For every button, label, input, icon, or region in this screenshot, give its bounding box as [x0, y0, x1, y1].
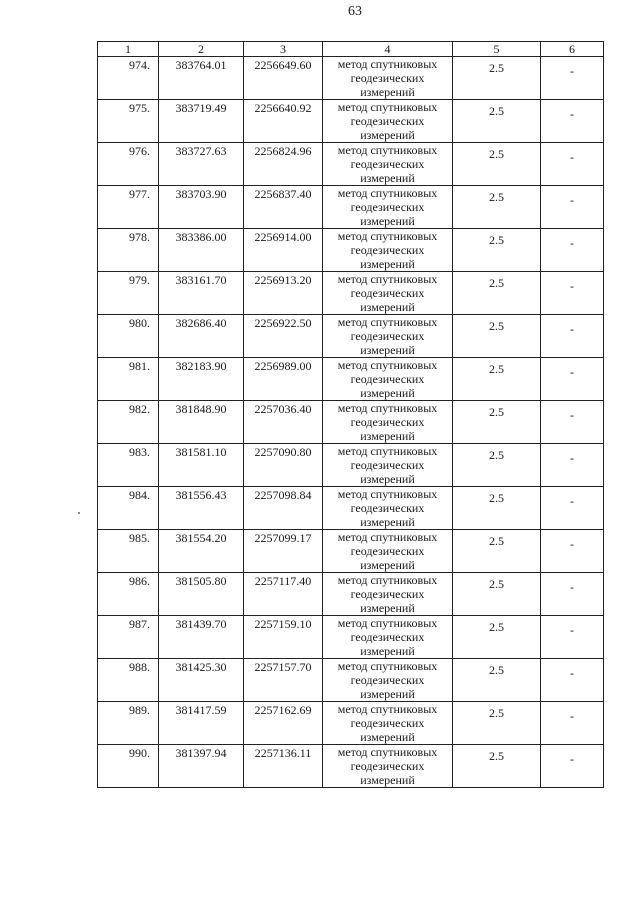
- point-number-cell-text: 981.: [129, 359, 150, 373]
- note-cell-text: -: [570, 150, 574, 164]
- x-coordinate-cell: [159, 659, 244, 702]
- method-cell: [323, 186, 453, 229]
- y-coordinate-cell-text: 2257157.70: [254, 660, 312, 674]
- x-coordinate-cell: [159, 702, 244, 745]
- note-cell-text: -: [570, 107, 574, 121]
- x-coordinate-cell: [159, 57, 244, 100]
- y-coordinate-cell: [244, 57, 323, 100]
- accuracy-cell-text: 2.5: [489, 61, 504, 75]
- point-number-cell-text: 974.: [129, 58, 150, 72]
- y-coordinate-cell: [244, 616, 323, 659]
- table-row: [98, 487, 604, 530]
- table-row: [98, 616, 604, 659]
- header-col-4: 4: [323, 42, 453, 57]
- y-coordinate-cell-text: 2256922.50: [254, 316, 312, 330]
- y-coordinate-cell: [244, 702, 323, 745]
- point-number-cell: [98, 659, 159, 702]
- table-row: [98, 358, 604, 401]
- note-cell-text: -: [570, 193, 574, 207]
- x-coordinate-cell: [159, 143, 244, 186]
- x-coordinate-cell: [159, 530, 244, 573]
- accuracy-cell: [453, 272, 541, 315]
- point-number-cell-text: 987.: [129, 617, 150, 631]
- table-body: [98, 57, 604, 788]
- accuracy-cell: [453, 358, 541, 401]
- y-coordinate-cell-text: 2256989.00: [254, 359, 312, 373]
- method-cell: [323, 702, 453, 745]
- header-col-1: 1: [98, 42, 159, 57]
- table-row: [98, 100, 604, 143]
- table-row: [98, 229, 604, 272]
- y-coordinate-cell-text: 2257099.17: [254, 531, 312, 545]
- table-row: [98, 444, 604, 487]
- point-number-cell: [98, 616, 159, 659]
- header-col-2: 2: [159, 42, 244, 57]
- x-coordinate-cell: [159, 229, 244, 272]
- x-coordinate-cell: [159, 315, 244, 358]
- accuracy-cell: [453, 229, 541, 272]
- point-number-cell: [98, 186, 159, 229]
- header-col-5: 5: [453, 42, 541, 57]
- x-coordinate-cell-text: 383719.49: [175, 101, 227, 115]
- point-number-cell-text: 983.: [129, 445, 150, 459]
- method-cell: [323, 315, 453, 358]
- point-number-cell: [98, 702, 159, 745]
- y-coordinate-cell: [244, 745, 323, 788]
- method-cell-text: метод спутниковых геодезических измерений: [337, 573, 438, 615]
- method-cell: [323, 401, 453, 444]
- point-number-cell: [98, 573, 159, 616]
- accuracy-cell-text: 2.5: [489, 190, 504, 204]
- y-coordinate-cell-text: 2256640.92: [254, 101, 312, 115]
- method-cell: [323, 573, 453, 616]
- note-cell: [541, 573, 604, 616]
- x-coordinate-cell: [159, 745, 244, 788]
- accuracy-cell: [453, 702, 541, 745]
- accuracy-cell: [453, 444, 541, 487]
- table-row: [98, 315, 604, 358]
- accuracy-cell-text: 2.5: [489, 448, 504, 462]
- note-cell: [541, 315, 604, 358]
- x-coordinate-cell-text: 381397.94: [175, 746, 227, 760]
- method-cell: [323, 745, 453, 788]
- y-coordinate-cell-text: 2257098.84: [254, 488, 312, 502]
- note-cell-text: -: [570, 709, 574, 723]
- accuracy-cell-text: 2.5: [489, 104, 504, 118]
- x-coordinate-cell-text: 383386.00: [175, 230, 227, 244]
- header-col-3: 3: [244, 42, 323, 57]
- method-cell-text: метод спутниковых геодезических измерений: [337, 616, 438, 658]
- y-coordinate-cell-text: 2256837.40: [254, 187, 312, 201]
- accuracy-cell-text: 2.5: [489, 276, 504, 290]
- x-coordinate-cell: [159, 444, 244, 487]
- x-coordinate-cell-text: 383764.01: [175, 58, 227, 72]
- x-coordinate-cell-text: 381848.90: [175, 402, 227, 416]
- table-row: [98, 745, 604, 788]
- note-cell: [541, 616, 604, 659]
- note-cell-text: -: [570, 494, 574, 508]
- method-cell-text: метод спутниковых геодезических измерений: [337, 745, 438, 787]
- note-cell: [541, 659, 604, 702]
- method-cell: [323, 143, 453, 186]
- point-number-cell-text: 988.: [129, 660, 150, 674]
- y-coordinate-cell: [244, 100, 323, 143]
- accuracy-cell-text: 2.5: [489, 620, 504, 634]
- accuracy-cell: [453, 745, 541, 788]
- y-coordinate-cell-text: 2257162.69: [254, 703, 312, 717]
- note-cell: [541, 358, 604, 401]
- header-row: [98, 42, 604, 57]
- y-coordinate-cell-text: 2257117.40: [254, 574, 312, 588]
- accuracy-cell-text: 2.5: [489, 534, 504, 548]
- method-cell: [323, 100, 453, 143]
- x-coordinate-cell: [159, 186, 244, 229]
- accuracy-cell-text: 2.5: [489, 749, 504, 763]
- note-cell-text: -: [570, 408, 574, 422]
- point-number-cell-text: 989.: [129, 703, 150, 717]
- method-cell-text: метод спутниковых геодезических измерений: [337, 186, 438, 228]
- table-row: [98, 57, 604, 100]
- note-cell: [541, 100, 604, 143]
- method-cell-text: метод спутниковых геодезических измерений: [337, 57, 438, 99]
- x-coordinate-cell: [159, 272, 244, 315]
- y-coordinate-cell-text: 2256914.00: [254, 230, 312, 244]
- point-number-cell-text: 980.: [129, 316, 150, 330]
- x-coordinate-cell-text: 382183.90: [175, 359, 227, 373]
- point-number-cell: [98, 487, 159, 530]
- y-coordinate-cell: [244, 401, 323, 444]
- x-coordinate-cell-text: 382686.40: [175, 316, 227, 330]
- note-cell: [541, 272, 604, 315]
- note-cell: [541, 229, 604, 272]
- method-cell-text: метод спутниковых геодезических измерений: [337, 358, 438, 400]
- y-coordinate-cell: [244, 229, 323, 272]
- note-cell: [541, 444, 604, 487]
- y-coordinate-cell-text: 2256913.20: [254, 273, 312, 287]
- accuracy-cell: [453, 487, 541, 530]
- note-cell-text: -: [570, 236, 574, 250]
- note-cell-text: -: [570, 365, 574, 379]
- note-cell: [541, 487, 604, 530]
- method-cell-text: метод спутниковых геодезических измерений: [337, 401, 438, 443]
- accuracy-cell-text: 2.5: [489, 663, 504, 677]
- x-coordinate-cell: [159, 401, 244, 444]
- table-row: [98, 401, 604, 444]
- y-coordinate-cell: [244, 315, 323, 358]
- accuracy-cell-text: 2.5: [489, 362, 504, 376]
- method-cell: [323, 530, 453, 573]
- table-row: [98, 272, 604, 315]
- point-number-cell-text: 985.: [129, 531, 150, 545]
- table-row: [98, 659, 604, 702]
- x-coordinate-cell-text: 381425.30: [175, 660, 227, 674]
- note-cell-text: -: [570, 537, 574, 551]
- x-coordinate-cell-text: 381505.80: [175, 574, 227, 588]
- note-cell-text: -: [570, 279, 574, 293]
- x-coordinate-cell-text: 381581.10: [175, 445, 227, 459]
- y-coordinate-cell-text: 2257090.80: [254, 445, 312, 459]
- header-col-6: 6: [541, 42, 604, 57]
- point-number-cell: [98, 229, 159, 272]
- table-row: [98, 143, 604, 186]
- note-cell-text: -: [570, 752, 574, 766]
- accuracy-cell: [453, 143, 541, 186]
- accuracy-cell: [453, 616, 541, 659]
- method-cell-text: метод спутниковых геодезических измерений: [337, 143, 438, 185]
- method-cell-text: метод спутниковых геодезических измерений: [337, 272, 438, 314]
- method-cell: [323, 487, 453, 530]
- note-cell-text: -: [570, 580, 574, 594]
- table-row: [98, 186, 604, 229]
- method-cell-text: метод спутниковых геодезических измерений: [337, 315, 438, 357]
- scan-artifact-dot: [78, 512, 80, 514]
- point-number-cell: [98, 100, 159, 143]
- table-row: [98, 702, 604, 745]
- note-cell-text: -: [570, 322, 574, 336]
- method-cell-text: метод спутниковых геодезических измерений: [337, 100, 438, 142]
- accuracy-cell-text: 2.5: [489, 405, 504, 419]
- x-coordinate-cell: [159, 487, 244, 530]
- accuracy-cell-text: 2.5: [489, 577, 504, 591]
- method-cell-text: метод спутниковых геодезических измерений: [337, 659, 438, 701]
- y-coordinate-cell-text: 2257036.40: [254, 402, 312, 416]
- x-coordinate-cell: [159, 358, 244, 401]
- point-number-cell: [98, 745, 159, 788]
- point-number-cell: [98, 401, 159, 444]
- method-cell: [323, 272, 453, 315]
- y-coordinate-cell-text: 2257136.11: [254, 746, 312, 760]
- point-number-cell-text: 975.: [129, 101, 150, 115]
- accuracy-cell: [453, 100, 541, 143]
- y-coordinate-cell: [244, 487, 323, 530]
- note-cell: [541, 186, 604, 229]
- y-coordinate-cell: [244, 358, 323, 401]
- note-cell: [541, 702, 604, 745]
- method-cell: [323, 57, 453, 100]
- point-number-cell: [98, 530, 159, 573]
- accuracy-cell-text: 2.5: [489, 319, 504, 333]
- table-row: [98, 530, 604, 573]
- note-cell-text: -: [570, 623, 574, 637]
- y-coordinate-cell: [244, 186, 323, 229]
- y-coordinate-cell: [244, 573, 323, 616]
- accuracy-cell: [453, 186, 541, 229]
- point-number-cell-text: 982.: [129, 402, 150, 416]
- accuracy-cell-text: 2.5: [489, 706, 504, 720]
- note-cell-text: -: [570, 64, 574, 78]
- x-coordinate-cell: [159, 100, 244, 143]
- method-cell-text: метод спутниковых геодезических измерений: [337, 702, 438, 744]
- x-coordinate-cell-text: 383161.70: [175, 273, 227, 287]
- accuracy-cell: [453, 530, 541, 573]
- y-coordinate-cell: [244, 659, 323, 702]
- point-number-cell: [98, 444, 159, 487]
- method-cell: [323, 444, 453, 487]
- y-coordinate-cell-text: 2256824.96: [254, 144, 312, 158]
- point-number-cell: [98, 143, 159, 186]
- method-cell: [323, 659, 453, 702]
- x-coordinate-cell-text: 383703.90: [175, 187, 227, 201]
- note-cell: [541, 530, 604, 573]
- point-number-cell-text: 977.: [129, 187, 150, 201]
- point-number-cell-text: 984.: [129, 488, 150, 502]
- x-coordinate-cell-text: 381417.59: [175, 703, 227, 717]
- note-cell: [541, 745, 604, 788]
- y-coordinate-cell-text: 2257159.10: [254, 617, 312, 631]
- accuracy-cell-text: 2.5: [489, 147, 504, 161]
- point-number-cell: [98, 315, 159, 358]
- page-number: 63: [348, 4, 362, 19]
- point-number-cell: [98, 57, 159, 100]
- y-coordinate-cell-text: 2256649.60: [254, 58, 312, 72]
- point-number-cell: [98, 272, 159, 315]
- table-header: [98, 42, 604, 57]
- point-number-cell-text: 979.: [129, 273, 150, 287]
- method-cell: [323, 358, 453, 401]
- x-coordinate-cell-text: 381554.20: [175, 531, 227, 545]
- y-coordinate-cell: [244, 143, 323, 186]
- point-number-cell-text: 976.: [129, 144, 150, 158]
- accuracy-cell-text: 2.5: [489, 491, 504, 505]
- point-number-cell-text: 986.: [129, 574, 150, 588]
- y-coordinate-cell: [244, 272, 323, 315]
- note-cell: [541, 143, 604, 186]
- coordinates-table: [97, 41, 604, 788]
- note-cell: [541, 401, 604, 444]
- method-cell-text: метод спутниковых геодезических измерений: [337, 444, 438, 486]
- note-cell-text: -: [570, 451, 574, 465]
- accuracy-cell: [453, 659, 541, 702]
- accuracy-cell: [453, 401, 541, 444]
- method-cell-text: метод спутниковых геодезических измерений: [337, 530, 438, 572]
- note-cell-text: -: [570, 666, 574, 680]
- point-number-cell-text: 990.: [129, 746, 150, 760]
- note-cell: [541, 57, 604, 100]
- y-coordinate-cell: [244, 444, 323, 487]
- method-cell-text: метод спутниковых геодезических измерений: [337, 487, 438, 529]
- method-cell: [323, 229, 453, 272]
- accuracy-cell: [453, 57, 541, 100]
- accuracy-cell: [453, 315, 541, 358]
- x-coordinate-cell-text: 381556.43: [175, 488, 227, 502]
- x-coordinate-cell: [159, 573, 244, 616]
- point-number-cell-text: 978.: [129, 230, 150, 244]
- accuracy-cell: [453, 573, 541, 616]
- table-row: [98, 573, 604, 616]
- method-cell-text: метод спутниковых геодезических измерений: [337, 229, 438, 271]
- x-coordinate-cell-text: 381439.70: [175, 617, 227, 631]
- x-coordinate-cell-text: 383727.63: [175, 144, 227, 158]
- method-cell: [323, 616, 453, 659]
- accuracy-cell-text: 2.5: [489, 233, 504, 247]
- point-number-cell: [98, 358, 159, 401]
- x-coordinate-cell: [159, 616, 244, 659]
- y-coordinate-cell: [244, 530, 323, 573]
